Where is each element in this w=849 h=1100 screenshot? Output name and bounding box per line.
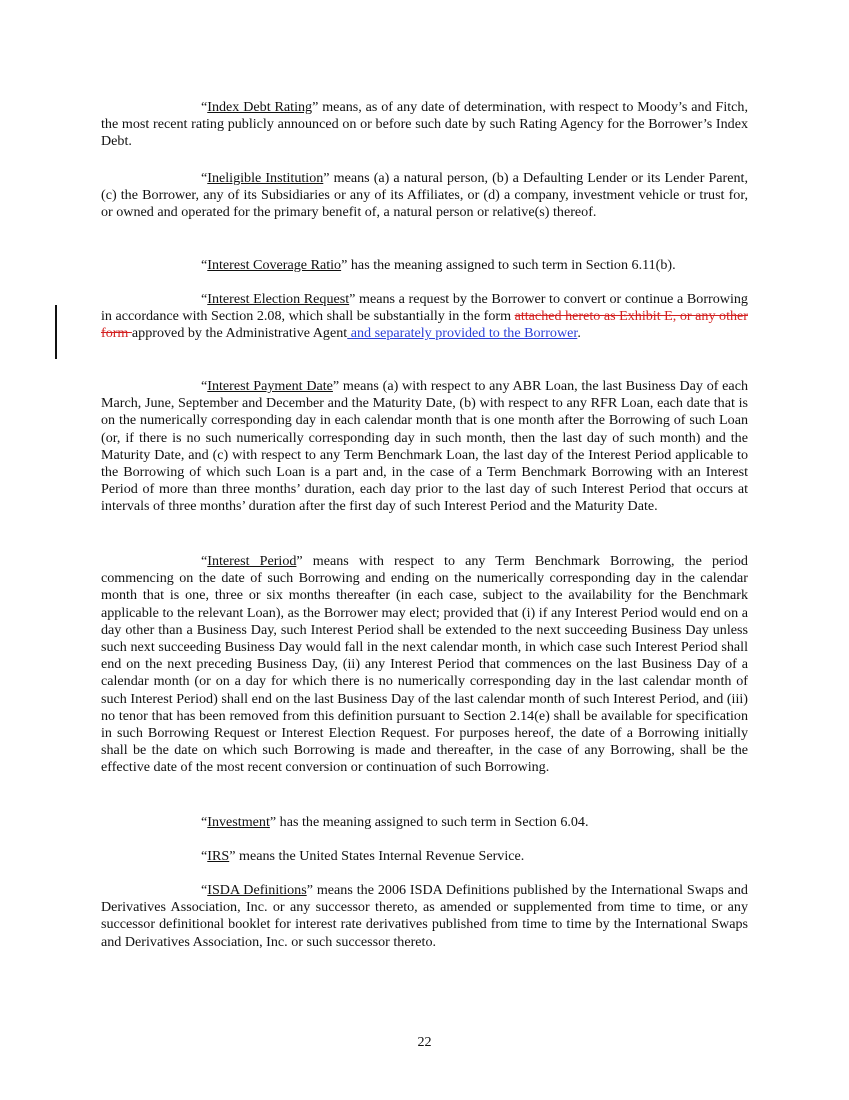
definition-text: ” means with respect to any Term Benchmark Borrowing, the period commencing on the date of such Borrowing and ending on the numerically corresponding day in the calendar month that is one, three or six months thereafter (in each case, subject to the availability for the Benchmark applicable to the relevant Loan), as the Borrower may elect; provided that (i) if any Interest Period would end on a day other than a Business Day, such Interest Period shall be extended to the next succeeding Business Day unless such next succeeding Business Day would fall in the next calendar month, in which case such Interest Period shall end on the next preceding Business Day, (ii) any Interest Period that commences on the last Business Day of a calendar month (or on a day for which there is no numerically corresponding day in the last calendar month of such Interest Period) shall end on the last Business Day of the last calendar month of such Interest Period, and (iii) no tenor that has been removed from this definition pursuant to Section 2.14(e) shall be available for specification in such Borrowing Request or Interest Election Request. For purposes hereof, the date of a Borrowing initially shall be the date on which such Borrowing is made and thereafter, in the case of any Borrowing, shall be the effective date of the most recent conversion or continuation of such Borrowing.: [101, 553, 748, 776]
definition-text-continued: approved by the Administrative Agent: [131, 325, 348, 342]
definition-end: .: [577, 325, 581, 342]
definition-investment: [101, 814, 748, 831]
open-quote: “: [201, 99, 208, 115]
open-quote: “: [201, 378, 208, 394]
open-quote: “: [201, 848, 208, 864]
defined-term: Interest Coverage Ratio: [207, 257, 342, 273]
defined-term: Index Debt Rating: [207, 99, 313, 115]
definition-text: ” means the United States Internal Revenue Service.: [229, 848, 525, 864]
definition-text: ” means a request by the Borrower to convert or continue a Borrowing in accordance with Section 2.08, which shall be substantially in the form: [101, 291, 748, 325]
definition-text: ” means (a) with respect to any ABR Loan, the last Business Day of each March, June, September and December and the Maturity Date, (b) with respect to any RFR Loan, each date that is on the numerically corresponding day in each calendar month that is one month after the Borrowing of such Loan (or, if there is no such numerically corresponding day in such month, then the last day of such month) and the Maturity Date, and (c) with respect to any Term Benchmark Loan, the last day of the Interest Period applicable to the Borrowing of which such Loan is a part and, in the case of a Term Benchmark Borrowing with an Interest Period of more than three months’ duration, each day prior to the last day of such Interest Period that occurs at intervals of three months’ duration after the first day of such Interest Period and the Maturity Date.: [101, 378, 748, 515]
definition-index-debt-rating: [101, 99, 748, 151]
defined-term: Investment: [207, 814, 270, 830]
definition-text: ” means, as of any date of determination, with respect to Moody’s and Fitch, the most recent rating publicly announced on or before such date by such Rating Agency for the Borrower’s Index Debt.: [101, 99, 748, 150]
definition-isda-definitions: [101, 882, 748, 951]
defined-term: Interest Election Request: [207, 291, 350, 307]
defined-term: Ineligible Institution: [207, 170, 324, 186]
defined-term: Interest Period: [207, 553, 297, 569]
defined-term: IRS: [207, 848, 230, 864]
definition-interest-period: [101, 553, 748, 777]
definition-irs: [101, 848, 748, 865]
definition-text: ” has the meaning assigned to such term in Section 6.11(b).: [341, 257, 676, 273]
definition-interest-payment-date: [101, 378, 748, 516]
page-number: 22: [417, 1034, 432, 1050]
open-quote: “: [201, 814, 208, 830]
change-bar: [55, 305, 57, 359]
open-quote: “: [201, 170, 208, 186]
definition-ineligible-institution: [101, 170, 748, 222]
defined-term: Interest Payment Date: [207, 378, 333, 394]
open-quote: “: [201, 882, 208, 898]
definition-text: ” has the meaning assigned to such term in Section 6.04.: [269, 814, 589, 830]
defined-term: ISDA Definitions: [207, 882, 307, 898]
deleted-text: attached hereto as Exhibit E, or any other form: [101, 308, 748, 342]
inserted-text: and separately provided to the Borrower: [347, 325, 578, 342]
definition-text: ” means (a) a natural person, (b) a Defaulting Lender or its Lender Parent, (c) the Borrower, any of its Subsidiaries or any of its Affiliates, or (d) a company, investment vehicle or trust for, or owned and operated for the primary benefit of, a natural person or relative(s) thereof.: [101, 170, 748, 221]
open-quote: “: [201, 257, 208, 273]
open-quote: “: [201, 553, 208, 569]
definition-interest-election-request: [101, 291, 748, 343]
definition-text: ” means the 2006 ISDA Definitions published by the International Swaps and Derivatives Association, Inc. or any successor thereto, as amended or supplemented from time to time, or any successor definitional booklet for interest rate derivatives published from time to time by the International Swaps and Derivatives Association, Inc. or such successor thereto.: [101, 882, 748, 950]
definition-interest-coverage-ratio: [101, 257, 748, 274]
open-quote: “: [201, 291, 208, 307]
